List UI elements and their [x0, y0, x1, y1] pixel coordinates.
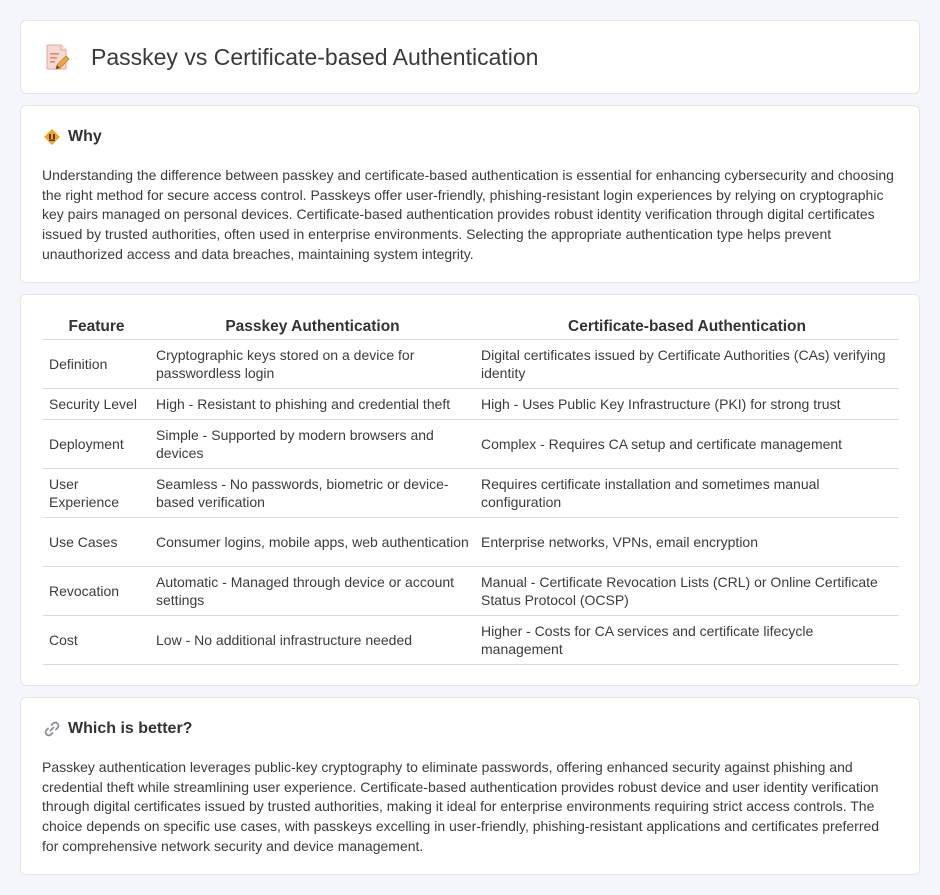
why-card [20, 105, 920, 283]
row-passkey: Simple - Supported by modern browsers and devices [150, 419, 475, 468]
diamond-warning-icon [43, 128, 61, 146]
row-passkey: Consumer logins, mobile apps, web authentication [150, 517, 475, 566]
title-row [45, 43, 538, 71]
why-heading: Why [68, 128, 102, 145]
row-feature: Security Level [43, 388, 150, 419]
row-feature: Cost [43, 615, 150, 664]
comparison-card [20, 294, 920, 686]
row-passkey: Low - No additional infrastructure needed [150, 615, 475, 664]
row-certificate: Manual - Certificate Revocation Lists (CRL) or Online Certificate Status Protocol (OCSP) [475, 566, 899, 615]
row-feature: Use Cases [43, 517, 150, 566]
header-feature: Feature [43, 317, 150, 339]
row-feature: Revocation [43, 566, 150, 615]
table-row [43, 339, 899, 388]
table-row [43, 566, 899, 615]
row-passkey: Automatic - Managed through device or account settings [150, 566, 475, 615]
row-feature: Definition [43, 339, 150, 388]
better-text: Passkey authentication leverages public-key cryptography to eliminate passwords, offering enhanced security against phishing and credential theft while streamlining user experience. Certificate-based authentication provides robust device and user identity verification through digital certificates issued by trusted authorities, making it ideal for enterprise environments requiring strict access controls. The choice depends on specific use cases, with passkeys excelling in user-friendly, phishing-resistant applications and certificates preferred for comprehensive network security and device management. [42, 759, 880, 854]
table-row [43, 615, 899, 664]
row-certificate: Higher - Costs for CA services and certificate lifecycle management [475, 615, 899, 664]
row-certificate: Enterprise networks, VPNs, email encryption [475, 517, 899, 566]
row-certificate: Complex - Requires CA setup and certificate management [475, 419, 899, 468]
row-certificate: Digital certificates issued by Certificate Authorities (CAs) verifying identity [475, 339, 899, 388]
why-heading-row [43, 128, 102, 146]
table-row [43, 468, 899, 517]
better-heading-row [43, 720, 192, 738]
table-row [43, 388, 899, 419]
header-certificate: Certificate-based Authentication [475, 317, 899, 339]
why-text: Understanding the difference between passkey and certificate-based authentication is essential for enhancing cybersecurity and choosing the right method for secure access control. Passkeys offer user-friendly, phishing-resistant login experiences by relying on cryptographic key pairs managed on personal devices. Certificate-based authentication provides robust identity verification through digital certificates issued by trusted authorities, often used in enterprise environments. Selecting the appropriate authentication type helps prevent unauthorized access and data breaches, maintaining system integrity. [42, 167, 894, 262]
comparison-table [43, 317, 899, 665]
document-pencil-icon [45, 43, 71, 71]
table-row [43, 419, 899, 468]
link-icon [43, 720, 61, 738]
row-passkey: Seamless - No passwords, biometric or device-based verification [150, 468, 475, 517]
title-card [20, 20, 920, 94]
row-passkey: High - Resistant to phishing and credential theft [150, 388, 475, 419]
row-passkey: Cryptographic keys stored on a device for passwordless login [150, 339, 475, 388]
header-passkey: Passkey Authentication [150, 317, 475, 339]
row-feature: Deployment [43, 419, 150, 468]
table-header-row [43, 317, 899, 339]
row-certificate: Requires certificate installation and sometimes manual configuration [475, 468, 899, 517]
table-row [43, 517, 899, 566]
row-feature: User Experience [43, 468, 150, 517]
better-card [20, 697, 920, 875]
better-heading: Which is better? [68, 720, 193, 737]
row-certificate: High - Uses Public Key Infrastructure (PKI) for strong trust [475, 388, 899, 419]
page-title: Passkey vs Certificate-based Authentication [91, 43, 539, 70]
